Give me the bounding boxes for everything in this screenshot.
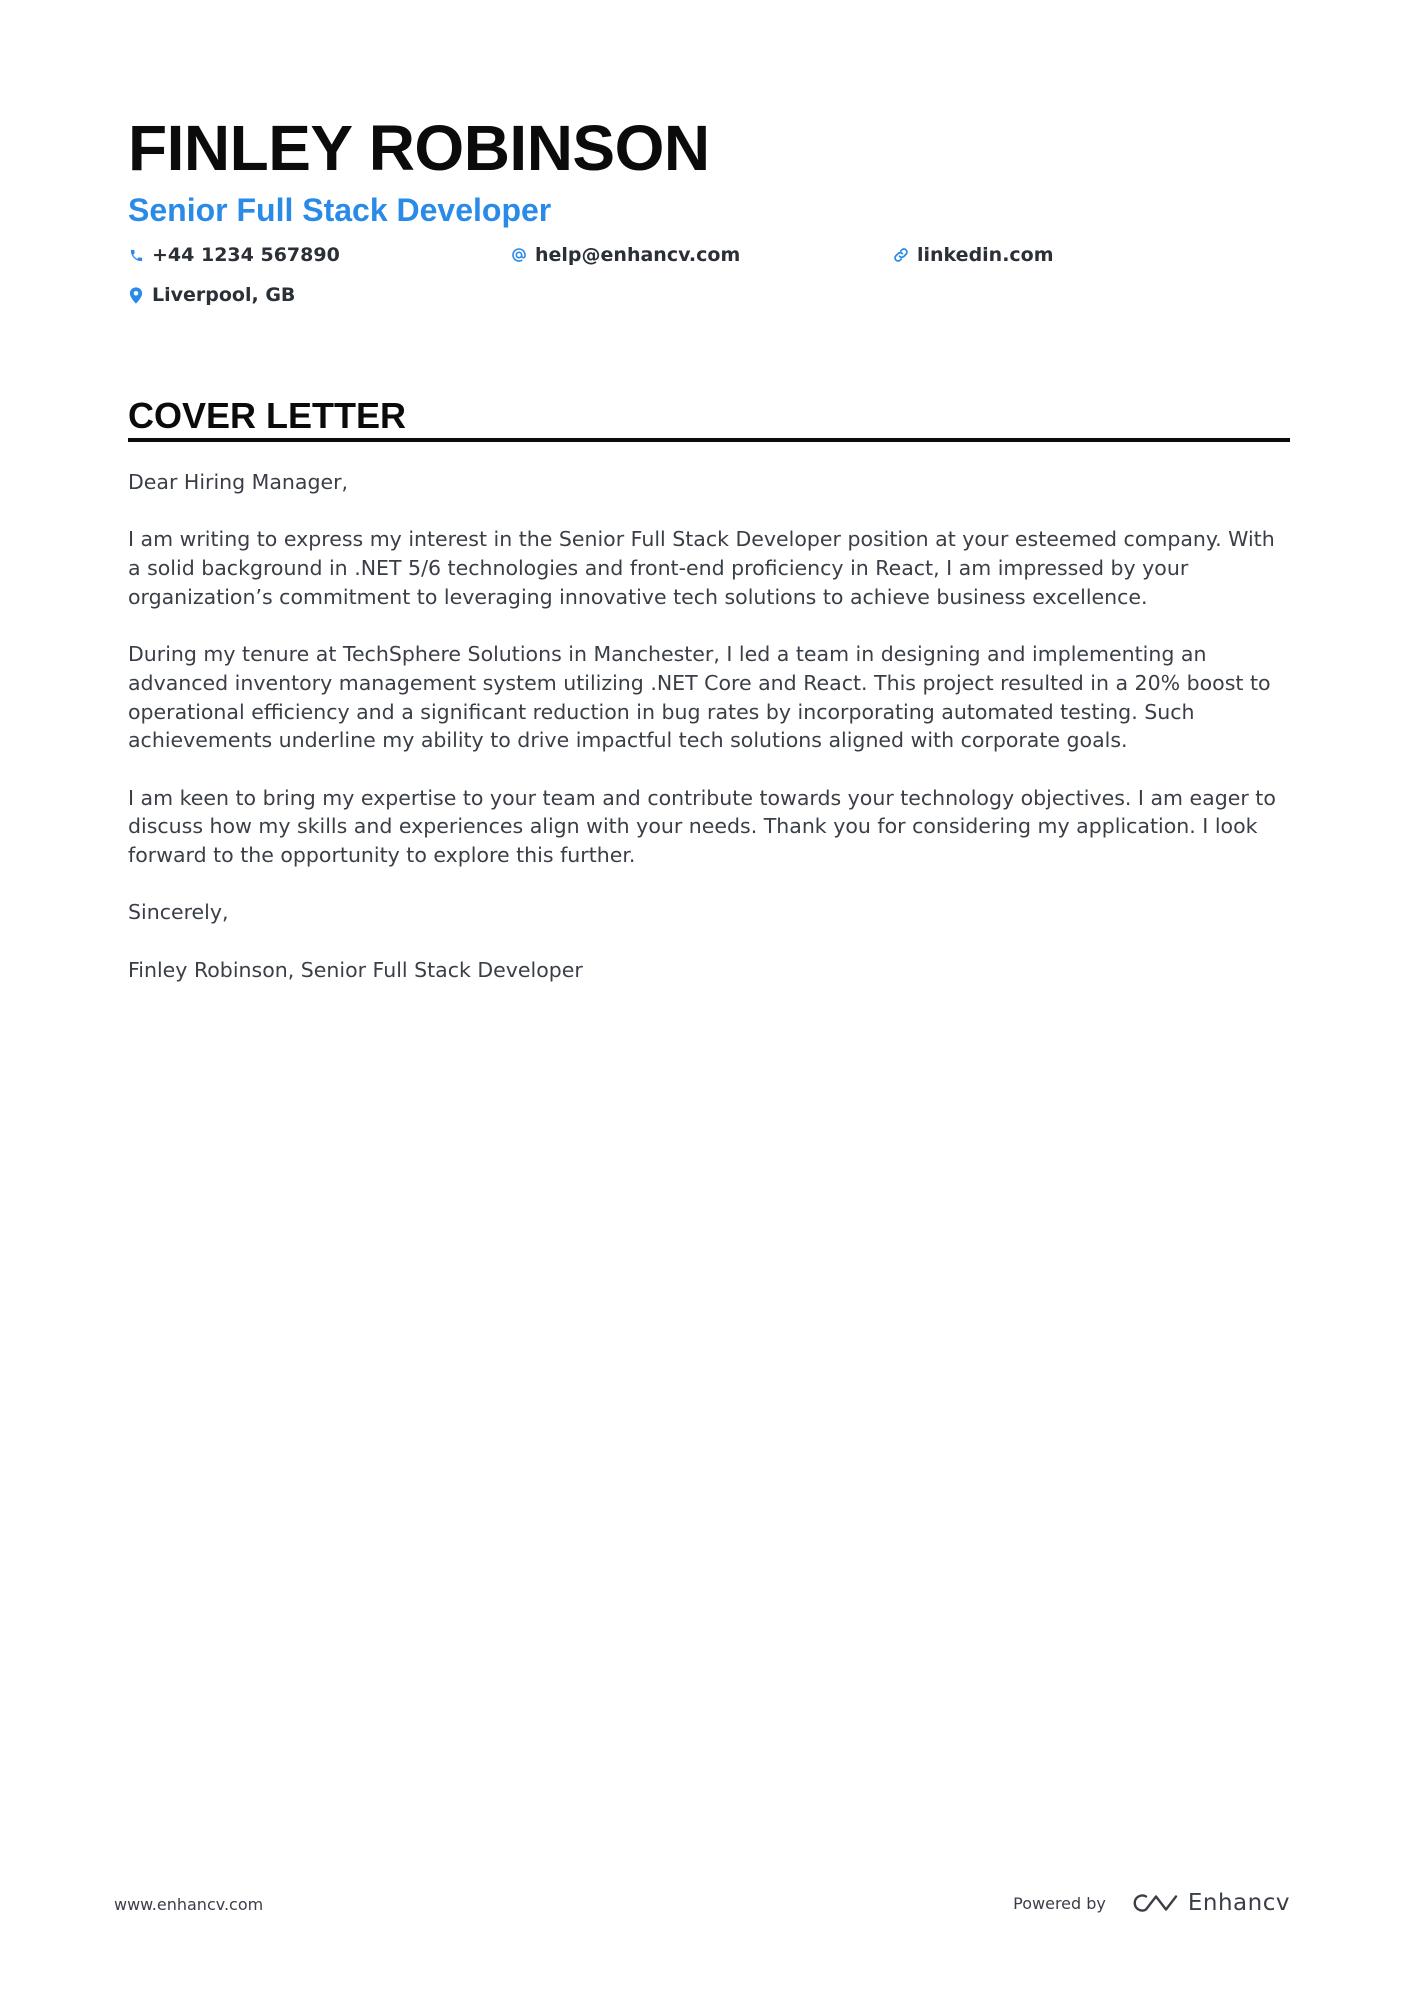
at-icon <box>511 246 527 264</box>
footer-website[interactable]: www.enhancv.com <box>114 1895 264 1914</box>
link-icon <box>893 246 909 264</box>
letter-paragraph: I am keen to bring my expertise to your team and contribute towards your technology objectives. I am eager to discuss how my skills and experiences align with your needs. Thank you for considering my application. I look forward to the opportunity to explore this further. <box>128 785 1276 868</box>
contact-email-text[interactable]: help@enhancv.com <box>535 244 741 266</box>
letter-closing: Sincerely, <box>128 900 229 925</box>
letter-body <box>128 468 1290 1013</box>
contact-phone-text: +44 1234 567890 <box>152 244 340 266</box>
contact-link-text[interactable]: linkedin.com <box>917 244 1054 266</box>
letter-paragraph: During my tenure at TechSphere Solutions in Manchester, I led a team in designing and implementing an advanced inventory management system utilizing .NET Core and React. This project resulted in a 20% boost to operational efficiency and a significant reduction in bug rates by incorporating automated testing. Such achievements underline my ability to drive impactful tech solutions aligned with corporate goals. <box>128 642 1271 753</box>
brand-name: Enhancv <box>1187 1890 1290 1916</box>
letter-salutation: Dear Hiring Manager, <box>128 470 349 494</box>
section-heading: COVER LETTER <box>128 395 407 436</box>
phone-icon <box>128 246 144 264</box>
contact-location <box>128 280 295 310</box>
contact-location-text: Liverpool, GB <box>152 284 296 306</box>
letter-paragraph: I am writing to express my interest in the Senior Full Stack Developer position at your esteemed company. With a solid background in .NET 5/6 technologies and front-end proficiency in React, I am impressed by your organization’s commitment to leveraging innovative tech solutions to achieve business excellence. <box>128 527 1275 609</box>
contact-email <box>511 240 740 270</box>
candidate-title: Senior Full Stack Developer <box>128 192 552 228</box>
contact-link <box>893 240 1054 270</box>
section-divider <box>128 438 1290 442</box>
location-pin-icon <box>128 286 144 304</box>
contact-phone <box>128 240 340 270</box>
enhancv-mark-icon <box>1132 1891 1178 1915</box>
powered-by-label: Powered by <box>1013 1893 1106 1913</box>
footer-branding <box>1013 1886 1290 1920</box>
candidate-name: FINLEY ROBINSON <box>128 112 710 184</box>
enhancv-logo[interactable] <box>1132 1890 1290 1916</box>
letter-signature: Finley Robinson, Senior Full Stack Developer <box>128 957 583 982</box>
